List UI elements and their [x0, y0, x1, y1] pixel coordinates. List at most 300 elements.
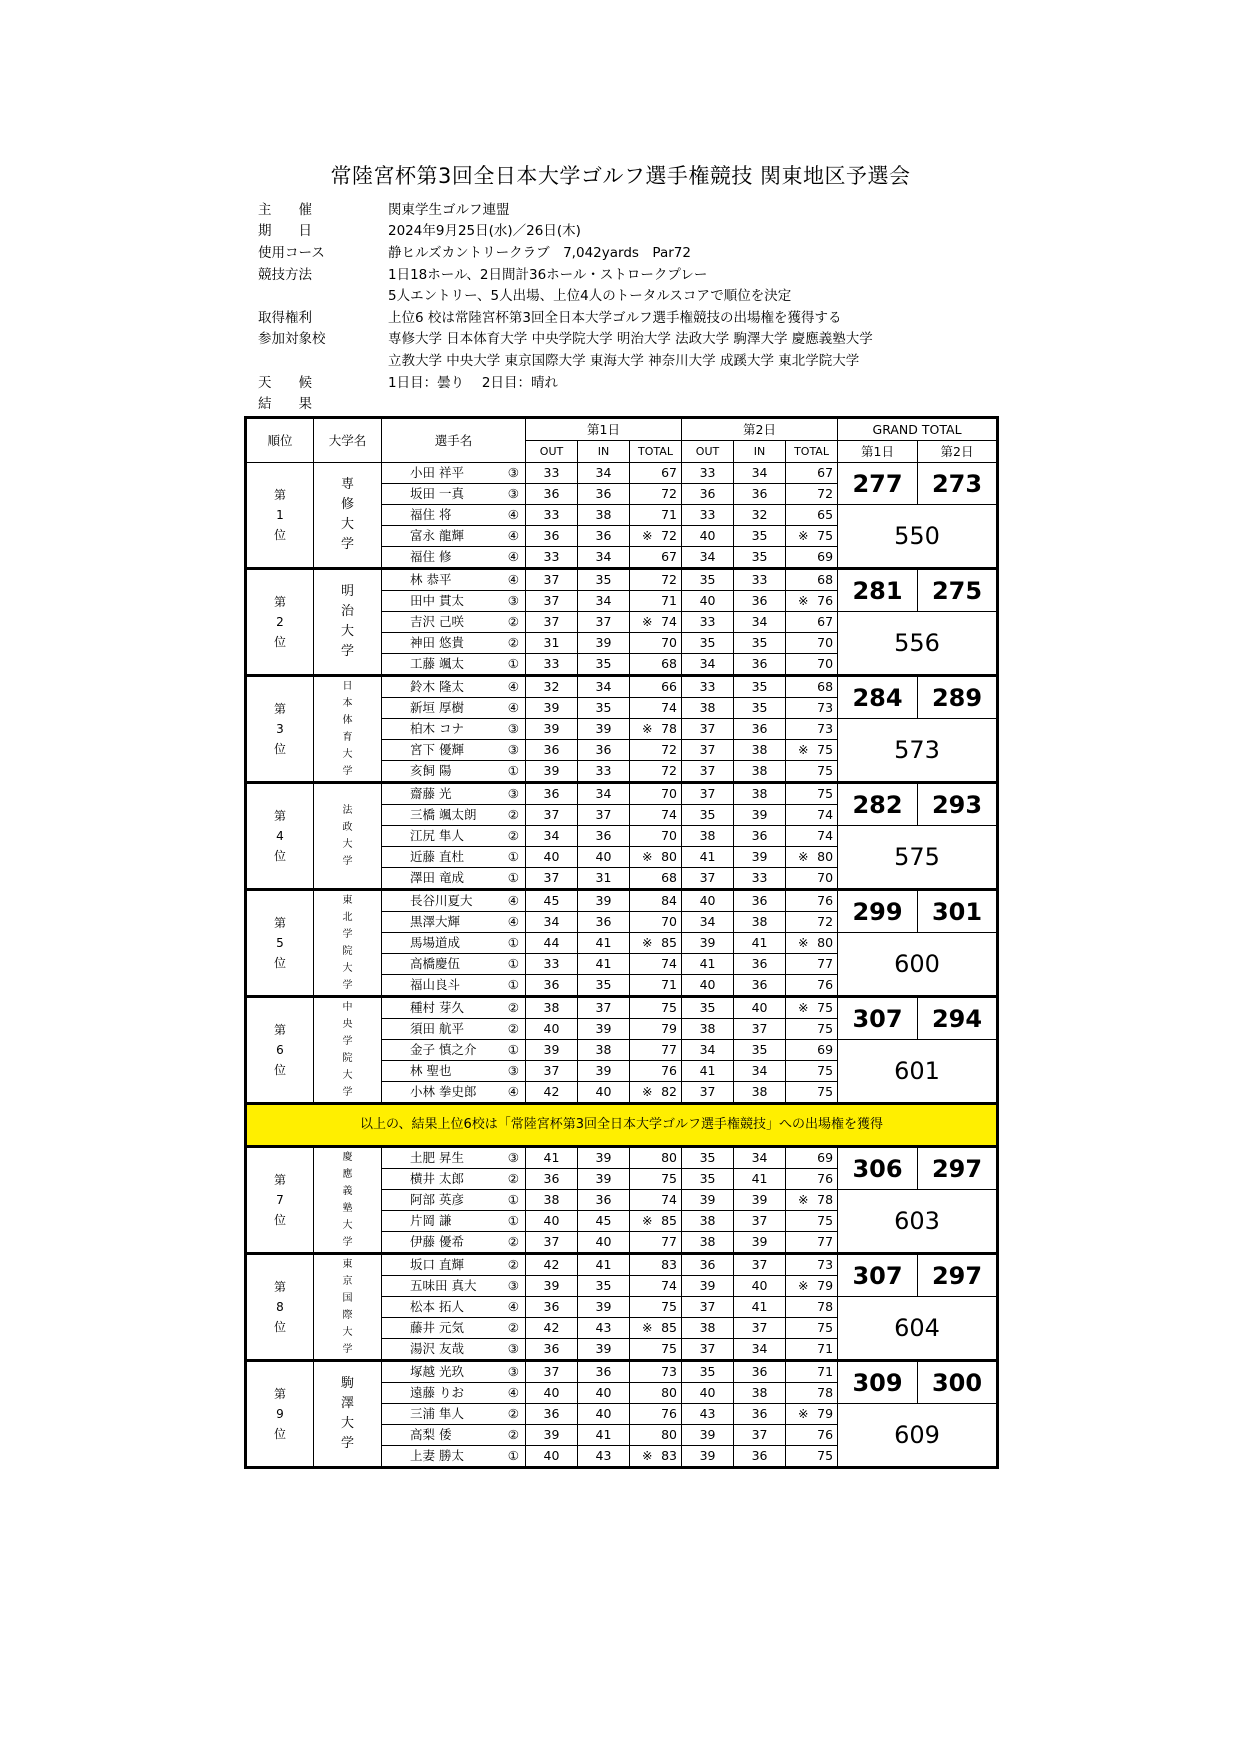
rank-char: 位 — [273, 742, 286, 756]
day1-total — [630, 1425, 682, 1446]
player-name: 小林 拳史郎 — [410, 1084, 477, 1099]
day1-out: 33 — [526, 463, 578, 484]
day2-in: 34 — [734, 1061, 786, 1082]
total-value: 80 — [661, 1427, 678, 1442]
info-value: 静ヒルズカントリークラブ 7,042yards Par72 — [388, 244, 691, 261]
player-grade: ③ — [507, 742, 519, 757]
day2-in: 37 — [734, 1254, 786, 1276]
day2-total — [786, 612, 838, 633]
grand-total: 550 — [838, 505, 998, 569]
day1-in: 36 — [578, 740, 630, 761]
rank-char: 第 — [273, 916, 286, 930]
player-cell — [382, 1082, 526, 1104]
univ-char: 院 — [342, 946, 353, 957]
total-value: 76 — [817, 1171, 834, 1186]
player-cell — [382, 1425, 526, 1446]
day1-out: 36 — [526, 740, 578, 761]
day2-out: 34 — [682, 912, 734, 933]
player-cell — [382, 1169, 526, 1190]
day2-in: 34 — [734, 612, 786, 633]
info-value: 1日18ホール、2日間計36ホール・ストロークプレー — [388, 266, 708, 283]
player-grade: ① — [507, 935, 519, 950]
team-rank — [246, 463, 314, 569]
day2-out: 38 — [682, 698, 734, 719]
day2-total — [786, 826, 838, 847]
total-value: 72 — [661, 742, 678, 757]
day1-in: 36 — [578, 526, 630, 547]
player-name: 遠藤 りお — [410, 1385, 464, 1400]
player-cell — [382, 1318, 526, 1339]
player-name: 澤田 竜成 — [410, 870, 464, 885]
day1-in: 34 — [578, 547, 630, 569]
day1-out: 34 — [526, 826, 578, 847]
player-name: 三橋 颯太朗 — [410, 807, 477, 822]
day1-out: 33 — [526, 547, 578, 569]
day2-in: 38 — [734, 740, 786, 761]
day1-out: 40 — [526, 1446, 578, 1468]
info-row — [258, 197, 873, 219]
player-grade: ③ — [507, 1364, 519, 1379]
day1-in: 35 — [578, 569, 630, 591]
day1-total — [630, 484, 682, 505]
day2-total — [786, 484, 838, 505]
player-cell — [382, 676, 526, 698]
player-grade: ③ — [507, 486, 519, 501]
player-grade: ④ — [507, 679, 519, 694]
univ-char: 学 — [342, 1237, 353, 1248]
day2-total — [786, 526, 838, 547]
rank-char: 第 — [273, 1173, 286, 1187]
day2-out: 36 — [682, 484, 734, 505]
player-name: 小田 祥平 — [410, 465, 464, 480]
day2-out: 37 — [682, 1297, 734, 1318]
day2-out: 39 — [682, 1425, 734, 1446]
day2-in: 37 — [734, 1211, 786, 1232]
total-value: 75 — [661, 1299, 678, 1314]
day1-out: 36 — [526, 975, 578, 997]
team-rank — [246, 783, 314, 890]
day1-in: 34 — [578, 783, 630, 805]
player-grade: ② — [507, 614, 519, 629]
day1-total — [630, 740, 682, 761]
day1-total — [630, 890, 682, 912]
university-name — [314, 676, 382, 783]
table-row — [246, 569, 998, 591]
rank-char: 位 — [273, 1427, 286, 1441]
player-cell — [382, 1232, 526, 1254]
day2-total — [786, 569, 838, 591]
total-value: 67 — [817, 465, 834, 480]
player-cell — [382, 997, 526, 1019]
player-name: 福山良斗 — [410, 977, 461, 992]
day2-in: 39 — [734, 1232, 786, 1254]
day2-total — [786, 654, 838, 676]
day2-out: 34 — [682, 654, 734, 676]
day1-total — [630, 1211, 682, 1232]
day2-total — [786, 633, 838, 654]
total-value: 67 — [661, 465, 678, 480]
player-name: 坂田 一真 — [410, 486, 464, 501]
drop-score-mark: ※ — [798, 742, 809, 757]
player-grade: ④ — [507, 572, 519, 587]
day1-out: 33 — [526, 954, 578, 975]
univ-char: 中 — [342, 1002, 353, 1013]
team-rank — [246, 569, 314, 676]
qualification-note: 以上の、結果上位6校は「常陸宮杯第3回全日本大学ゴルフ選手権競技」への出場権を獲得 — [246, 1104, 998, 1147]
day1-out: 37 — [526, 868, 578, 890]
header-player: 選手名 — [382, 418, 526, 463]
player-grade: ① — [507, 763, 519, 778]
day2-in: 35 — [734, 547, 786, 569]
grand-day2: 300 — [918, 1361, 998, 1404]
total-value: 74 — [817, 828, 834, 843]
univ-char: 学 — [342, 1036, 353, 1047]
day1-out: 39 — [526, 761, 578, 783]
player-name: 神田 悠貴 — [410, 635, 464, 650]
player-grade: ③ — [507, 786, 519, 801]
total-value: 76 — [661, 1063, 678, 1078]
day2-out: 40 — [682, 526, 734, 547]
table-row — [246, 783, 998, 805]
total-value: 75 — [817, 1320, 834, 1335]
info-row — [258, 348, 873, 370]
day2-total — [786, 1318, 838, 1339]
day1-out: 40 — [526, 847, 578, 868]
player-grade: ④ — [507, 1385, 519, 1400]
grand-day2: 301 — [918, 890, 998, 933]
player-grade: ② — [507, 635, 519, 650]
header-grand-day2: 第2日 — [918, 441, 998, 463]
day2-in: 38 — [734, 761, 786, 783]
day2-in: 35 — [734, 526, 786, 547]
table-row — [246, 1254, 998, 1276]
results-table — [244, 416, 999, 1469]
total-value: 66 — [661, 679, 678, 694]
grand-day1: 307 — [838, 997, 918, 1040]
player-name: 齋藤 光 — [410, 786, 452, 801]
univ-char: 駒 — [340, 1376, 354, 1391]
table-row — [246, 463, 998, 484]
day2-total — [786, 1190, 838, 1211]
drop-score-mark: ※ — [642, 1320, 653, 1335]
rank-char: 第 — [273, 1387, 286, 1401]
day1-in: 39 — [578, 1147, 630, 1169]
day2-in: 40 — [734, 1276, 786, 1297]
drop-score-mark: ※ — [642, 1084, 653, 1099]
team-rank — [246, 1147, 314, 1254]
rank-char: 第 — [273, 595, 286, 609]
day2-out: 37 — [682, 868, 734, 890]
day1-out: 37 — [526, 1061, 578, 1082]
drop-score-mark: ※ — [798, 935, 809, 950]
day2-in: 35 — [734, 1040, 786, 1061]
total-value: 75 — [661, 1000, 678, 1015]
day2-out: 40 — [682, 1383, 734, 1404]
total-value: 68 — [661, 656, 678, 671]
day1-total — [630, 463, 682, 484]
day2-total — [786, 1297, 838, 1318]
total-value: 75 — [817, 1084, 834, 1099]
total-value: 85 — [661, 1320, 678, 1335]
player-grade: ② — [507, 1257, 519, 1272]
drop-score-mark: ※ — [798, 593, 809, 608]
day2-in: 36 — [734, 591, 786, 612]
day1-in: 37 — [578, 805, 630, 826]
university-name — [314, 1147, 382, 1254]
day1-out: 39 — [526, 1276, 578, 1297]
day2-total — [786, 1446, 838, 1468]
total-value: 80 — [661, 1385, 678, 1400]
day2-in: 38 — [734, 1383, 786, 1404]
day2-total — [786, 847, 838, 868]
total-value: 74 — [661, 1192, 678, 1207]
day1-out: 31 — [526, 633, 578, 654]
day1-out: 34 — [526, 912, 578, 933]
univ-char: 東 — [342, 1259, 353, 1270]
player-grade: ④ — [507, 893, 519, 908]
info-row — [258, 283, 873, 305]
day2-total — [786, 868, 838, 890]
player-grade: ④ — [507, 700, 519, 715]
day2-out: 33 — [682, 676, 734, 698]
univ-char: 学 — [340, 644, 354, 659]
header-day1: 第1日 — [526, 418, 682, 441]
univ-char: 北 — [342, 912, 353, 923]
day1-out: 36 — [526, 484, 578, 505]
day2-out: 38 — [682, 1019, 734, 1040]
player-name: 福住 修 — [410, 549, 452, 564]
total-value: 70 — [661, 635, 678, 650]
total-value: 72 — [661, 486, 678, 501]
grand-day2: 275 — [918, 569, 998, 612]
header-total-1: TOTAL — [630, 441, 682, 463]
rank-char: 位 — [273, 1213, 286, 1227]
grand-day2: 297 — [918, 1147, 998, 1190]
total-value: 70 — [661, 914, 678, 929]
total-value: 74 — [817, 807, 834, 822]
day2-out: 39 — [682, 1446, 734, 1468]
univ-char: 大 — [340, 1416, 354, 1431]
univ-char: 大 — [342, 1327, 353, 1338]
univ-char: 学 — [342, 766, 353, 777]
univ-char: 学 — [342, 1087, 353, 1098]
player-grade: ③ — [507, 593, 519, 608]
day1-in: 35 — [578, 975, 630, 997]
day2-out: 34 — [682, 1040, 734, 1061]
day1-out: 39 — [526, 698, 578, 719]
univ-char: 学 — [342, 980, 353, 991]
day1-total — [630, 1297, 682, 1318]
day2-in: 35 — [734, 676, 786, 698]
rank-char: 6 — [276, 1043, 284, 1057]
drop-score-mark: ※ — [798, 1406, 809, 1421]
day1-total — [630, 1232, 682, 1254]
day1-total — [630, 868, 682, 890]
rank-char: 第 — [273, 702, 286, 716]
day2-out: 35 — [682, 1147, 734, 1169]
header-out-1: OUT — [526, 441, 578, 463]
day2-total — [786, 1404, 838, 1425]
player-name: 林 聖也 — [410, 1063, 452, 1078]
rank-char: 7 — [276, 1193, 284, 1207]
day1-out: 33 — [526, 654, 578, 676]
player-cell — [382, 1190, 526, 1211]
header-rank: 順位 — [246, 418, 314, 463]
grand-day2: 273 — [918, 463, 998, 505]
player-grade: ③ — [507, 1278, 519, 1293]
day1-total — [630, 761, 682, 783]
player-cell — [382, 912, 526, 933]
player-name: 柏木 コナ — [410, 721, 464, 736]
day2-out: 41 — [682, 1061, 734, 1082]
day1-total — [630, 783, 682, 805]
player-cell — [382, 975, 526, 997]
day2-out: 37 — [682, 1339, 734, 1361]
grand-day1: 277 — [838, 463, 918, 505]
table-row — [246, 1147, 998, 1169]
player-name: 長谷川夏大 — [410, 893, 473, 908]
rank-char: 位 — [273, 956, 286, 970]
day2-in: 34 — [734, 1339, 786, 1361]
day2-out: 43 — [682, 1404, 734, 1425]
day1-total — [630, 547, 682, 569]
player-grade: ② — [507, 1234, 519, 1249]
day2-total — [786, 505, 838, 526]
day2-out: 41 — [682, 954, 734, 975]
day1-out: 39 — [526, 1425, 578, 1446]
total-value: 80 — [661, 1150, 678, 1165]
player-cell — [382, 1276, 526, 1297]
univ-char: 大 — [340, 517, 354, 532]
player-name: 土肥 昇生 — [410, 1150, 464, 1165]
player-grade: ② — [507, 807, 519, 822]
info-label: 期 日 — [258, 223, 312, 240]
day1-total — [630, 654, 682, 676]
total-value: 85 — [661, 1213, 678, 1228]
day2-out: 40 — [682, 890, 734, 912]
day1-in: 40 — [578, 1232, 630, 1254]
total-value: 74 — [661, 956, 678, 971]
player-grade: ① — [507, 1192, 519, 1207]
player-cell — [382, 740, 526, 761]
day2-out: 38 — [682, 826, 734, 847]
player-cell — [382, 1339, 526, 1361]
day1-total — [630, 1361, 682, 1383]
day2-total — [786, 1339, 838, 1361]
day1-out: 40 — [526, 1211, 578, 1232]
day1-out: 42 — [526, 1082, 578, 1104]
info-label: 結 果 — [258, 396, 312, 413]
day2-total — [786, 783, 838, 805]
total-value: 70 — [661, 786, 678, 801]
day2-in: 36 — [734, 975, 786, 997]
university-name — [314, 1361, 382, 1468]
player-name: 上妻 勝太 — [410, 1448, 464, 1463]
day1-in: 41 — [578, 1425, 630, 1446]
info-row — [258, 370, 873, 392]
day1-total — [630, 676, 682, 698]
day1-out: 44 — [526, 933, 578, 954]
player-name: 三浦 隼人 — [410, 1406, 464, 1421]
player-grade: ② — [507, 1171, 519, 1186]
player-name: 林 恭平 — [410, 572, 452, 587]
player-grade: ① — [507, 849, 519, 864]
player-name: 黒澤大輝 — [410, 914, 461, 929]
player-cell — [382, 569, 526, 591]
player-name: 藤井 元気 — [410, 1320, 464, 1335]
drop-score-mark: ※ — [642, 1213, 653, 1228]
total-value: 79 — [817, 1406, 834, 1421]
day2-total — [786, 1425, 838, 1446]
total-value: 76 — [817, 893, 834, 908]
univ-char: 大 — [342, 1220, 353, 1231]
rank-char: 第 — [273, 809, 286, 823]
info-row — [258, 240, 873, 262]
team-rank — [246, 676, 314, 783]
day2-out: 35 — [682, 569, 734, 591]
header-day2: 第2日 — [682, 418, 838, 441]
day1-out: 37 — [526, 612, 578, 633]
day2-total — [786, 997, 838, 1019]
day1-in: 39 — [578, 1297, 630, 1318]
total-value: 70 — [817, 635, 834, 650]
day1-in: 39 — [578, 719, 630, 740]
day1-total — [630, 1446, 682, 1468]
player-cell — [382, 933, 526, 954]
player-grade: ② — [507, 1406, 519, 1421]
rank-char: 2 — [276, 615, 284, 629]
player-grade: ① — [507, 870, 519, 885]
total-value: 69 — [817, 549, 834, 564]
day1-total — [630, 698, 682, 719]
day1-in: 37 — [578, 997, 630, 1019]
univ-char: 際 — [342, 1310, 353, 1321]
rank-char: 位 — [273, 528, 286, 542]
rank-char: 位 — [273, 1063, 286, 1077]
day2-out: 33 — [682, 505, 734, 526]
day1-out: 41 — [526, 1147, 578, 1169]
grand-total: 556 — [838, 612, 998, 676]
day1-in: 39 — [578, 1061, 630, 1082]
player-grade: ③ — [507, 1150, 519, 1165]
total-value: 65 — [817, 507, 834, 522]
drop-score-mark: ※ — [642, 528, 653, 543]
univ-char: 日 — [342, 681, 353, 692]
drop-score-mark: ※ — [798, 849, 809, 864]
day1-out: 40 — [526, 1019, 578, 1040]
day2-total — [786, 1061, 838, 1082]
day2-out: 41 — [682, 847, 734, 868]
drop-score-mark: ※ — [642, 614, 653, 629]
total-value: 72 — [817, 914, 834, 929]
day2-out: 38 — [682, 1318, 734, 1339]
day1-in: 41 — [578, 933, 630, 954]
header-grand-total: GRAND TOTAL — [838, 418, 998, 441]
grand-total: 573 — [838, 719, 998, 783]
day1-total — [630, 954, 682, 975]
univ-char: 義 — [342, 1186, 353, 1197]
player-grade: ② — [507, 1000, 519, 1015]
day2-in: 32 — [734, 505, 786, 526]
player-name: 近藤 直杜 — [410, 849, 464, 864]
player-cell — [382, 783, 526, 805]
player-cell — [382, 1404, 526, 1425]
total-value: 79 — [661, 1021, 678, 1036]
player-cell — [382, 633, 526, 654]
total-value: 77 — [817, 1234, 834, 1249]
table-row — [246, 890, 998, 912]
day1-total — [630, 569, 682, 591]
